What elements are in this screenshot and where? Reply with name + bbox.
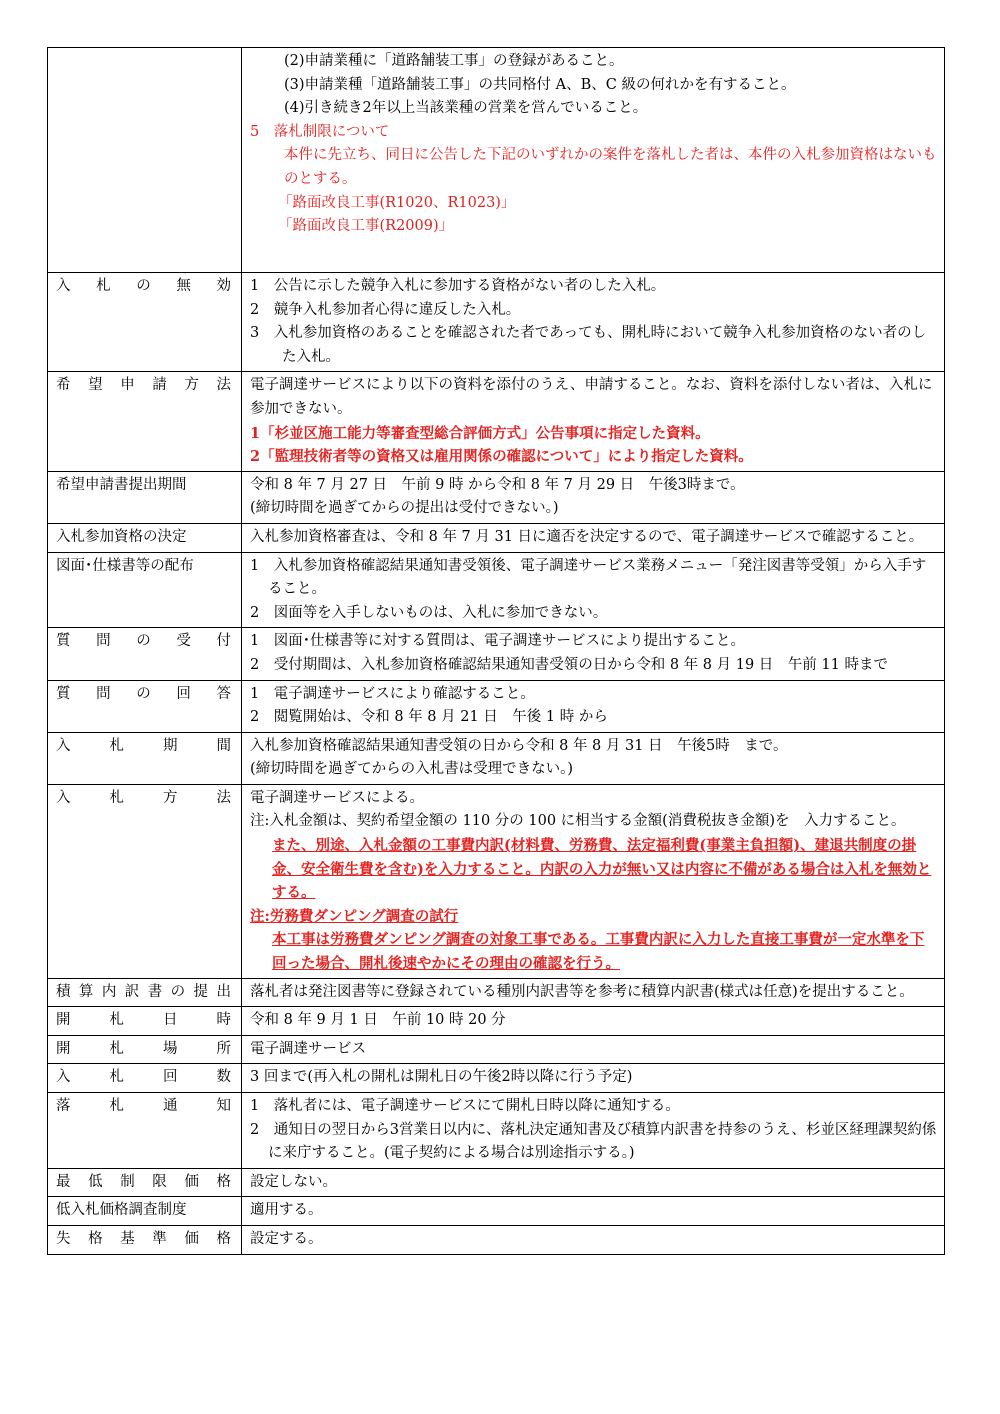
row-bid-period [48, 732, 945, 784]
row-label: 入 札 回 数 [48, 1064, 242, 1093]
row-award-notice [48, 1093, 945, 1169]
row-label: 開 札 場 所 [48, 1035, 242, 1064]
row-body [242, 372, 945, 471]
apply-item: 2「監理技術者等の資格又は雇用関係の確認について」により指定した資料。 [250, 448, 753, 466]
row-label: 希 望 申 請 方 法 [48, 372, 242, 471]
row-body: 電子調達サービス [242, 1035, 945, 1064]
row-open-date [48, 1007, 945, 1036]
row-bid-count [48, 1064, 945, 1093]
row-body [242, 680, 945, 732]
row-label: 開 札 日 時 [48, 1007, 242, 1036]
row-body: 適用する。 [242, 1197, 945, 1226]
row-label: 入 札 の 無 効 [48, 273, 242, 372]
label-cell-empty [48, 48, 242, 273]
row-bid-method [48, 784, 945, 978]
row-body [242, 552, 945, 628]
bid-breakdown-notice: また、別途、入札金額の工事費内訳(材料費、労務費、法定福利費(事業主負担額)、建退共制度の掛金、安全衛生費を含む)を入力すること。内訳の入力が無い又は内容に不備がある場合は入札を無効とする。 [272, 837, 932, 902]
tender-conditions-table [47, 47, 945, 1255]
row-label: 図面･仕様書等の配布 [48, 552, 242, 628]
row-estimate [48, 978, 945, 1007]
row-low-bid [48, 1197, 945, 1226]
list-item: 1 公告に示した競争入札に参加する資格がない者のした入札。 [250, 278, 666, 294]
row-label: 落 札 通 知 [48, 1093, 242, 1169]
row-body: 令和 8 年 9 月 1 日 午前 10 時 20 分 [242, 1007, 945, 1036]
list-item: 1 入札参加資格確認結果通知書受領後、電子調達サービス業務メニュー「発注図書等受領」から入手すること。 [250, 557, 927, 598]
row-label: 質 問 の 受 付 [48, 628, 242, 680]
qualification-body [242, 48, 945, 273]
row-body [242, 628, 945, 680]
list-item: 2 図面等を入手しないものは、入札に参加できない。 [250, 604, 608, 621]
row-label: 質 問 の 回 答 [48, 680, 242, 732]
list-item: 2 競争入札参加者心得に違反した入札。 [250, 301, 521, 318]
bid-note: 注:入札金額は、契約希望金額の 110 分の 100 に相当する金額(消費税抜き金額)を 入力すること。 [250, 813, 906, 830]
row-label: 最 低 制 限 価 格 [48, 1168, 242, 1197]
row-label: 入札参加資格の決定 [48, 523, 242, 552]
row-body: 入札参加資格確認結果通知書受領の日から令和 8 年 8 月 31 日 午後5時 まで。 (締切時間を過ぎてからの入札書は受理できない。) [242, 732, 945, 784]
row-body: 落札者は発注図書等に登録されている種別内訳書等を参考に積算内訳書(様式は任意)を提出すること。 [242, 978, 945, 1007]
row-question-answer [48, 680, 945, 732]
row-body [242, 273, 945, 372]
row-label: 希望申請書提出期間 [48, 471, 242, 523]
row-body: 3 回まで(再入札の開札は開札日の午後2時以降に行う予定) [242, 1064, 945, 1093]
row-open-place [48, 1035, 945, 1064]
row-min-price [48, 1168, 945, 1197]
row-qualification [48, 48, 945, 273]
row-disq-price [48, 1225, 945, 1254]
qualification-line: (4)引き続き2年以上当該業種の営業を営んでいること。 [284, 100, 648, 117]
award-limit-body: 本件に先立ち、同日に公告した下記のいずれかの案件を落札した者は、本件の入札参加資格はないものとする。 [284, 147, 937, 187]
row-invalid [48, 273, 945, 372]
award-limit-heading: 5 落札制限について [250, 123, 390, 140]
list-item: 2 受付期間は、入札参加資格確認結果通知書受領の日から令和 8 年 8 月 19 日 午前 11 時まで [250, 656, 888, 673]
list-item: 2 閲覧開始は、令和 8 年 8 月 21 日 午後 1 時 から [250, 709, 608, 726]
row-body: 設定しない。 [242, 1168, 945, 1197]
row-docs [48, 552, 945, 628]
award-limit-item: 「路面改良工事(R1020、R1023)」 [278, 194, 516, 211]
list-item: 1 落札者には、電子調達サービスにて開札日時以降に通知する。 [250, 1098, 680, 1114]
list-item: 2 通知日の翌日から3営業日以内に、落札決定通知書及び積算内訳書を持参のうえ、杉並区経理課契約係に来庁すること。(電子契約による場合は別途指示する。) [250, 1121, 937, 1162]
row-body: 入札参加資格審査は、令和 8 年 7 月 31 日に適否を決定するので、電子調達サービスで確認すること。 [242, 523, 945, 552]
row-decision [48, 523, 945, 552]
row-question-accept [48, 628, 945, 680]
list-item: 3 入札参加資格のあることを確認された者であっても、開札時において競争入札参加資格のない者のした入札。 [250, 325, 927, 365]
apply-intro: 電子調達サービスにより以下の資料を添付のうえ、申請すること。なお、資料を添付しない者は、入札に参加できない。 [250, 377, 933, 417]
row-body: 電子調達サービスによる。 注:入札金額は、契約希望金額の 110 分の 100 に相当する金額(消費税抜き金額)を 入力すること。 また、別途、入札金額の工事費内訳(材料費、労務費、法定福利費(事業主負担額)、建退共制度の掛金、安全衛生費を含む)を入力すること。内訳の入力が無い又は内容に不備がある場合は入札を無効とする。 注:労務費ダンピング調査の試行 本工事は労務費ダンピング調査の対象工事である。工事費内訳に入力した直接工事費が一定水準を下回った場合、開札後速やかにその理由の確認を行う。 [242, 784, 945, 978]
row-apply-method [48, 372, 945, 471]
dumping-note-heading: 注:労務費ダンピング調査の試行 [250, 907, 459, 925]
apply-item: 1「杉並区施工能力等審査型総合評価方式」公告事項に指定した資料。 [250, 424, 710, 442]
qualification-line: (2)申請業種に「道路舗装工事」の登録があること。 [284, 53, 624, 69]
award-limit-item: 「路面改良工事(R2009)」 [278, 218, 454, 235]
row-body: 設定する。 [242, 1225, 945, 1254]
list-item: 1 電子調達サービスにより確認すること。 [250, 685, 535, 702]
row-label: 低入札価格調査制度 [48, 1197, 242, 1226]
row-apply-period [48, 471, 945, 523]
row-label: 積 算 内 訳 書 の 提 出 [48, 978, 242, 1007]
row-label: 入 札 方 法 [48, 784, 242, 978]
list-item: 1 図面･仕様書等に対する質問は、電子調達サービスにより提出すること。 [250, 633, 745, 650]
row-body: 令和 8 年 7 月 27 日 午前 9 時 から令和 8 年 7 月 29 日 午後3時まで。 (締切時間を過ぎてからの提出は受付できない。) [242, 471, 945, 523]
qualification-line: (3)申請業種「道路舗装工事」の共同格付 A、B、C 級の何れかを有すること。 [284, 76, 796, 93]
row-label: 失 格 基 準 価 格 [48, 1225, 242, 1254]
dumping-note-body: 本工事は労務費ダンピング調査の対象工事である。工事費内訳に入力した直接工事費が一定水準を下回った場合、開札後速やかにその理由の確認を行う。 [272, 931, 925, 973]
row-label: 入 札 期 間 [48, 732, 242, 784]
row-body [242, 1093, 945, 1169]
